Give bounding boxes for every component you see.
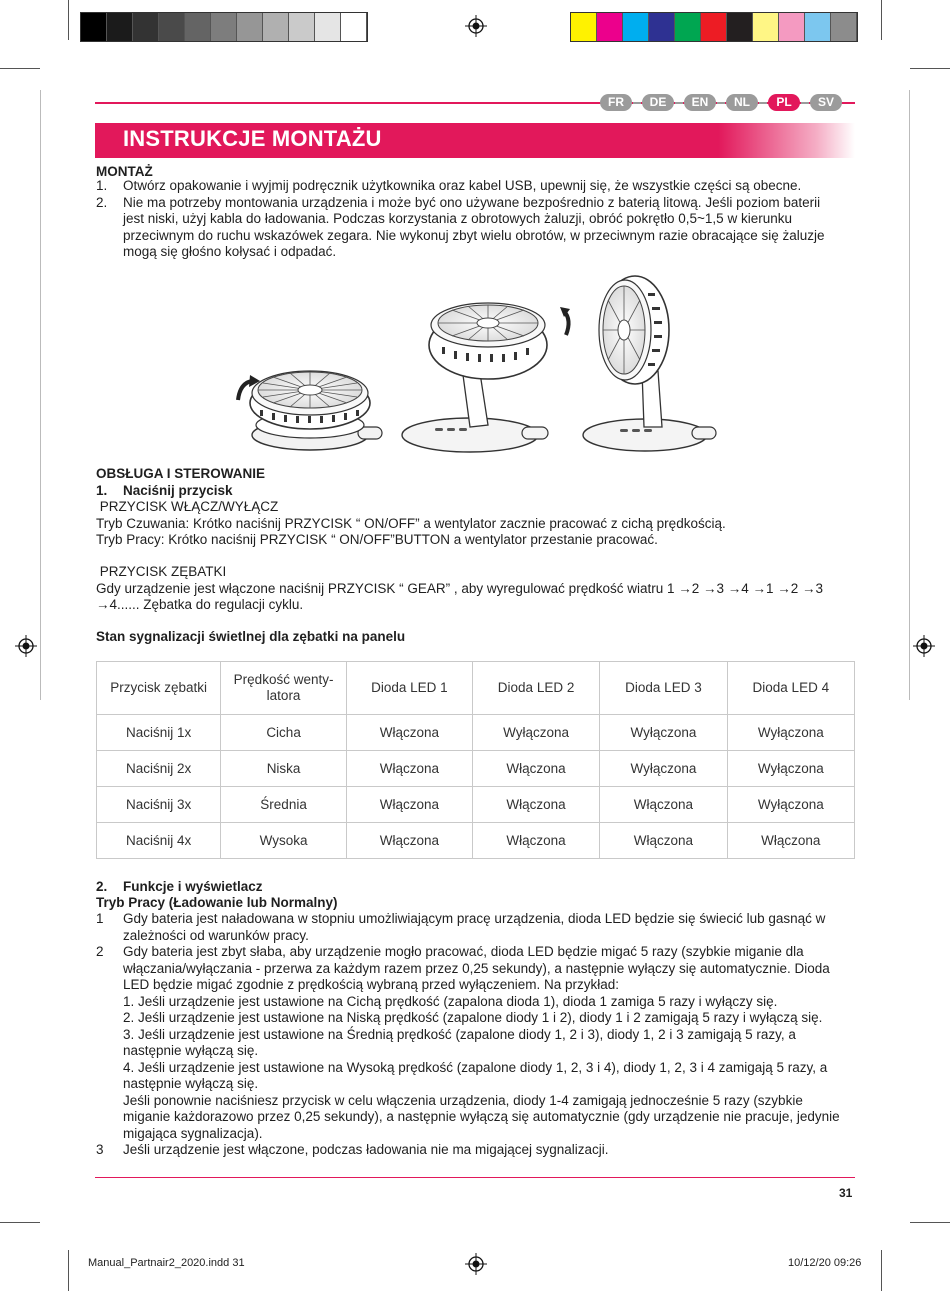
table-cell: Włączona — [472, 787, 599, 823]
fan-folded-icon — [238, 371, 382, 450]
table-cell: Włączona — [472, 823, 599, 859]
montaz-item-text: Otwórz opakowanie i wyjmij podręcznik użytkownika oraz kabel USB, upewnij się, że wszystkie części są obecne. — [123, 178, 802, 193]
sub-title-functions: Funkcje i wyświetlacz — [123, 879, 263, 894]
registration-mark-icon — [15, 635, 37, 657]
funkcje-item-text: LED będzie migać zgodnie z prędkością wybraną przed wyłączeniem. Na przykład: — [123, 977, 619, 992]
table-header-cell: Dioda LED 3 — [600, 662, 727, 715]
footer-file-name: Manual_Partnair2_2020.indd 31 — [88, 1257, 245, 1269]
language-separator — [759, 102, 767, 104]
table-cell: Włączona — [727, 823, 854, 859]
table-cell: Wyłączona — [600, 715, 727, 751]
color-swatch — [571, 13, 597, 41]
color-swatch — [805, 13, 831, 41]
montaz-item-number: 2. — [96, 194, 108, 210]
sub-number-2: 2. — [96, 879, 108, 894]
gray-swatch — [81, 13, 107, 41]
gray-swatch — [315, 13, 341, 41]
page-number: 31 — [839, 1186, 853, 1200]
table-cell: Włączona — [346, 787, 472, 823]
color-swatch — [831, 13, 857, 41]
funkcje-item-text: Gdy bateria jest naładowana w stopniu umożliwiającym pracę urządzenia, dioda LED będzie się świecić lub gasnąć w — [123, 911, 826, 926]
gray-swatch — [185, 13, 211, 41]
montaz-heading: MONTAŻ — [96, 164, 153, 179]
table-header-cell: Przycisk zębatki — [97, 662, 221, 715]
led-status-table — [96, 661, 855, 859]
funkcje-item-text: 2. Jeśli urządzenie jest ustawione na Niską prędkość (zapalone diody 1 i 2), diody 1 i 2 zamigają 5 razy i wyłączą się. — [123, 1010, 823, 1025]
table-cell: Naciśnij 4x — [97, 823, 221, 859]
funkcje-item-text: 3. Jeśli urządzenie jest ustawione na Średnią prędkość (zapalone diody 1, 2 i 3), diody 1, 2 i 3 zamigają 5 razy, a — [123, 1026, 796, 1042]
fan-upright-icon — [583, 276, 716, 451]
registration-mark-icon — [465, 15, 487, 37]
table-cell: Wyłączona — [472, 715, 599, 751]
color-swatch — [675, 13, 701, 41]
table-row — [97, 787, 855, 823]
fan-tilting-icon — [402, 303, 570, 452]
table-cell: Włączona — [472, 751, 599, 787]
language-tab-nl[interactable]: NL — [726, 94, 758, 111]
paragraph-line: Gdy urządzenie jest włączone naciśnij PRZYCISK “ GEAR” , aby wyregulować prędkość wiatru 1 →2 →3 →4 →1 →2 →3 — [96, 580, 824, 596]
funkcje-item-number: 3 — [96, 1142, 104, 1157]
table-cell: Średnia — [221, 787, 346, 823]
gray-swatch — [107, 13, 133, 41]
funkcje-item-text: 4. Jeśli urządzenie jest ustawione na Wysoką prędkość (zapalone diody 1, 2, 3 i 4), diody 1, 2, 3 i 4 zamigają 5 razy, a — [123, 1059, 828, 1075]
page-title: INSTRUKCJE MONTAŻU — [123, 126, 382, 151]
table-header-cell: Dioda LED 4 — [727, 662, 854, 715]
obsluga-heading: OBSŁUGA I STEROWANIE — [96, 466, 266, 481]
montaz-item-number: 1. — [96, 178, 108, 193]
table-row — [97, 715, 855, 751]
color-swatch — [701, 13, 727, 41]
montaz-item-text: mogą się głośno kołysać i odpadać. — [123, 244, 337, 259]
table-cell: Naciśnij 1x — [97, 715, 221, 751]
language-separator — [675, 102, 683, 104]
funkcje-item-text: zależności od warunków pracy. — [123, 927, 309, 943]
fan-folding-illustration — [230, 275, 720, 467]
table-cell: Wysoka — [221, 823, 346, 859]
grayscale-calibration-bar — [80, 12, 368, 42]
mode-title: Tryb Pracy (Ładowanie lub Normalny) — [96, 895, 338, 910]
funkcje-item-text: Gdy bateria jest zbyt słaba, aby urządzenie mogło pracować, dioda LED będzie migać 5 razy (szybkie miganie dla — [123, 944, 804, 959]
table-row — [97, 823, 855, 859]
funkcje-item-text: migająca sygnalizacja). — [123, 1125, 263, 1141]
language-tab-de[interactable]: DE — [642, 94, 674, 111]
gray-swatch — [159, 13, 185, 41]
paragraph-line: Tryb Pracy: Krótko naciśnij PRZYCISK “ ON/OFF”BUTTON a wentylator przestanie pracować. — [96, 532, 658, 547]
funkcje-item-text: miganie każdorazowo przez 0,25 sekundy), a następnie wyłączą się automatycznie (gdy urządzenie nie pracuje, jedynie — [123, 1109, 840, 1124]
bottom-divider — [95, 1177, 855, 1178]
montaz-item-text: jest niski, użyj kabla do ładowania. Podczas korzystania z obrotowych żaluzji, obróć pokrętło 0,5~1,5 w kierunku — [123, 211, 792, 226]
table-cell: Włączona — [346, 715, 472, 751]
sub-title-press-button: Naciśnij przycisk — [123, 483, 233, 498]
color-swatch — [753, 13, 779, 41]
table-cell: Naciśnij 2x — [97, 751, 221, 787]
gray-swatch — [263, 13, 289, 41]
language-tab-sv[interactable]: SV — [810, 94, 842, 111]
color-swatch — [649, 13, 675, 41]
registration-mark-icon — [465, 1253, 487, 1275]
color-calibration-bar — [570, 12, 858, 42]
paragraph-line: Tryb Czuwania: Krótko naciśnij PRZYCISK “ ON/OFF” a wentylator zacznie pracować z cichą prędkością. — [96, 515, 726, 531]
language-tab-fr[interactable]: FR — [600, 94, 632, 111]
funkcje-item-text: następnie wyłączą się. — [123, 1043, 259, 1058]
language-tab-en[interactable]: EN — [684, 94, 716, 111]
table-cell: Wyłączona — [727, 715, 854, 751]
table-cell: Włączona — [600, 787, 727, 823]
title-banner — [95, 123, 855, 158]
funkcje-item-text: następnie wyłączą się. — [123, 1076, 259, 1091]
table-cell: Wyłączona — [727, 787, 854, 823]
table-row — [97, 751, 855, 787]
footer-date: 10/12/20 09:26 — [788, 1257, 862, 1269]
table-cell: Niska — [221, 751, 346, 787]
table-cell: Włączona — [346, 751, 472, 787]
paragraph-line: PRZYCISK ZĘBATKI — [96, 564, 227, 579]
language-separator — [717, 102, 725, 104]
table-header-cell: Prędkość wenty- latora — [221, 662, 346, 715]
color-swatch — [779, 13, 805, 41]
paragraph-line: PRZYCISK WŁĄCZ/WYŁĄCZ — [96, 499, 279, 514]
funkcje-item-text: włączania/wyłączania - przerwa za każdym razem przez 0,25 sekundy), a następnie wyłączy się automatycznie. Dioda — [123, 960, 830, 976]
language-selector — [600, 94, 842, 111]
table-caption: Stan sygnalizacji świetlnej dla zębatki na panelu — [96, 629, 406, 644]
table-header-row — [97, 662, 855, 715]
language-tab-pl[interactable]: PL — [768, 94, 800, 111]
funkcje-item-text: 1. Jeśli urządzenie jest ustawione na Cichą prędkość (zapalona dioda 1), dioda 1 zamiga 5 razy i wyłączy się. — [123, 993, 778, 1009]
table-header-cell: Dioda LED 1 — [346, 662, 472, 715]
gray-swatch — [237, 13, 263, 41]
color-swatch — [597, 13, 623, 41]
color-swatch — [623, 13, 649, 41]
sub-number-1: 1. — [96, 483, 108, 498]
language-separator — [633, 102, 641, 104]
table-cell: Włączona — [600, 823, 727, 859]
paragraph-line: →4...... Zębatka do regulacji cyklu. — [96, 597, 304, 612]
funkcje-item-number: 2 — [96, 944, 104, 959]
montaz-item-text: przeciwnym do ruchu wskazówek zegara. Nie wykonuj zbyt wielu obrotów, w przeciwnym razie obracające się żaluzje — [123, 227, 825, 243]
table-cell: Włączona — [346, 823, 472, 859]
table-header-cell: Dioda LED 2 — [472, 662, 599, 715]
table-cell: Naciśnij 3x — [97, 787, 221, 823]
gray-swatch — [211, 13, 237, 41]
color-swatch — [727, 13, 753, 41]
registration-mark-icon — [913, 635, 935, 657]
funkcje-item-number: 1 — [96, 911, 104, 926]
funkcje-item-text: Jeśli urządzenie jest włączone, podczas ładowania nie ma migającej sygnalizacji. — [123, 1142, 609, 1157]
table-cell: Wyłączona — [600, 751, 727, 787]
language-separator — [801, 102, 809, 104]
gear-description — [96, 564, 823, 614]
montaz-item-text: Nie ma potrzeby montowania urządzenia i może być ono używane bezpośrednio z baterią litową. Jeśli poziom baterii — [123, 194, 821, 210]
gray-swatch — [289, 13, 315, 41]
table-cell: Wyłączona — [727, 751, 854, 787]
gray-swatch — [133, 13, 159, 41]
funkcje-item-text: Jeśli ponownie naciśniesz przycisk w celu włączenia urządzenia, diody 1-4 zamigają jednocześnie 5 razy (szybkie — [123, 1092, 803, 1108]
on-off-description — [96, 499, 726, 549]
table-cell: Cicha — [221, 715, 346, 751]
gray-swatch — [341, 13, 367, 41]
